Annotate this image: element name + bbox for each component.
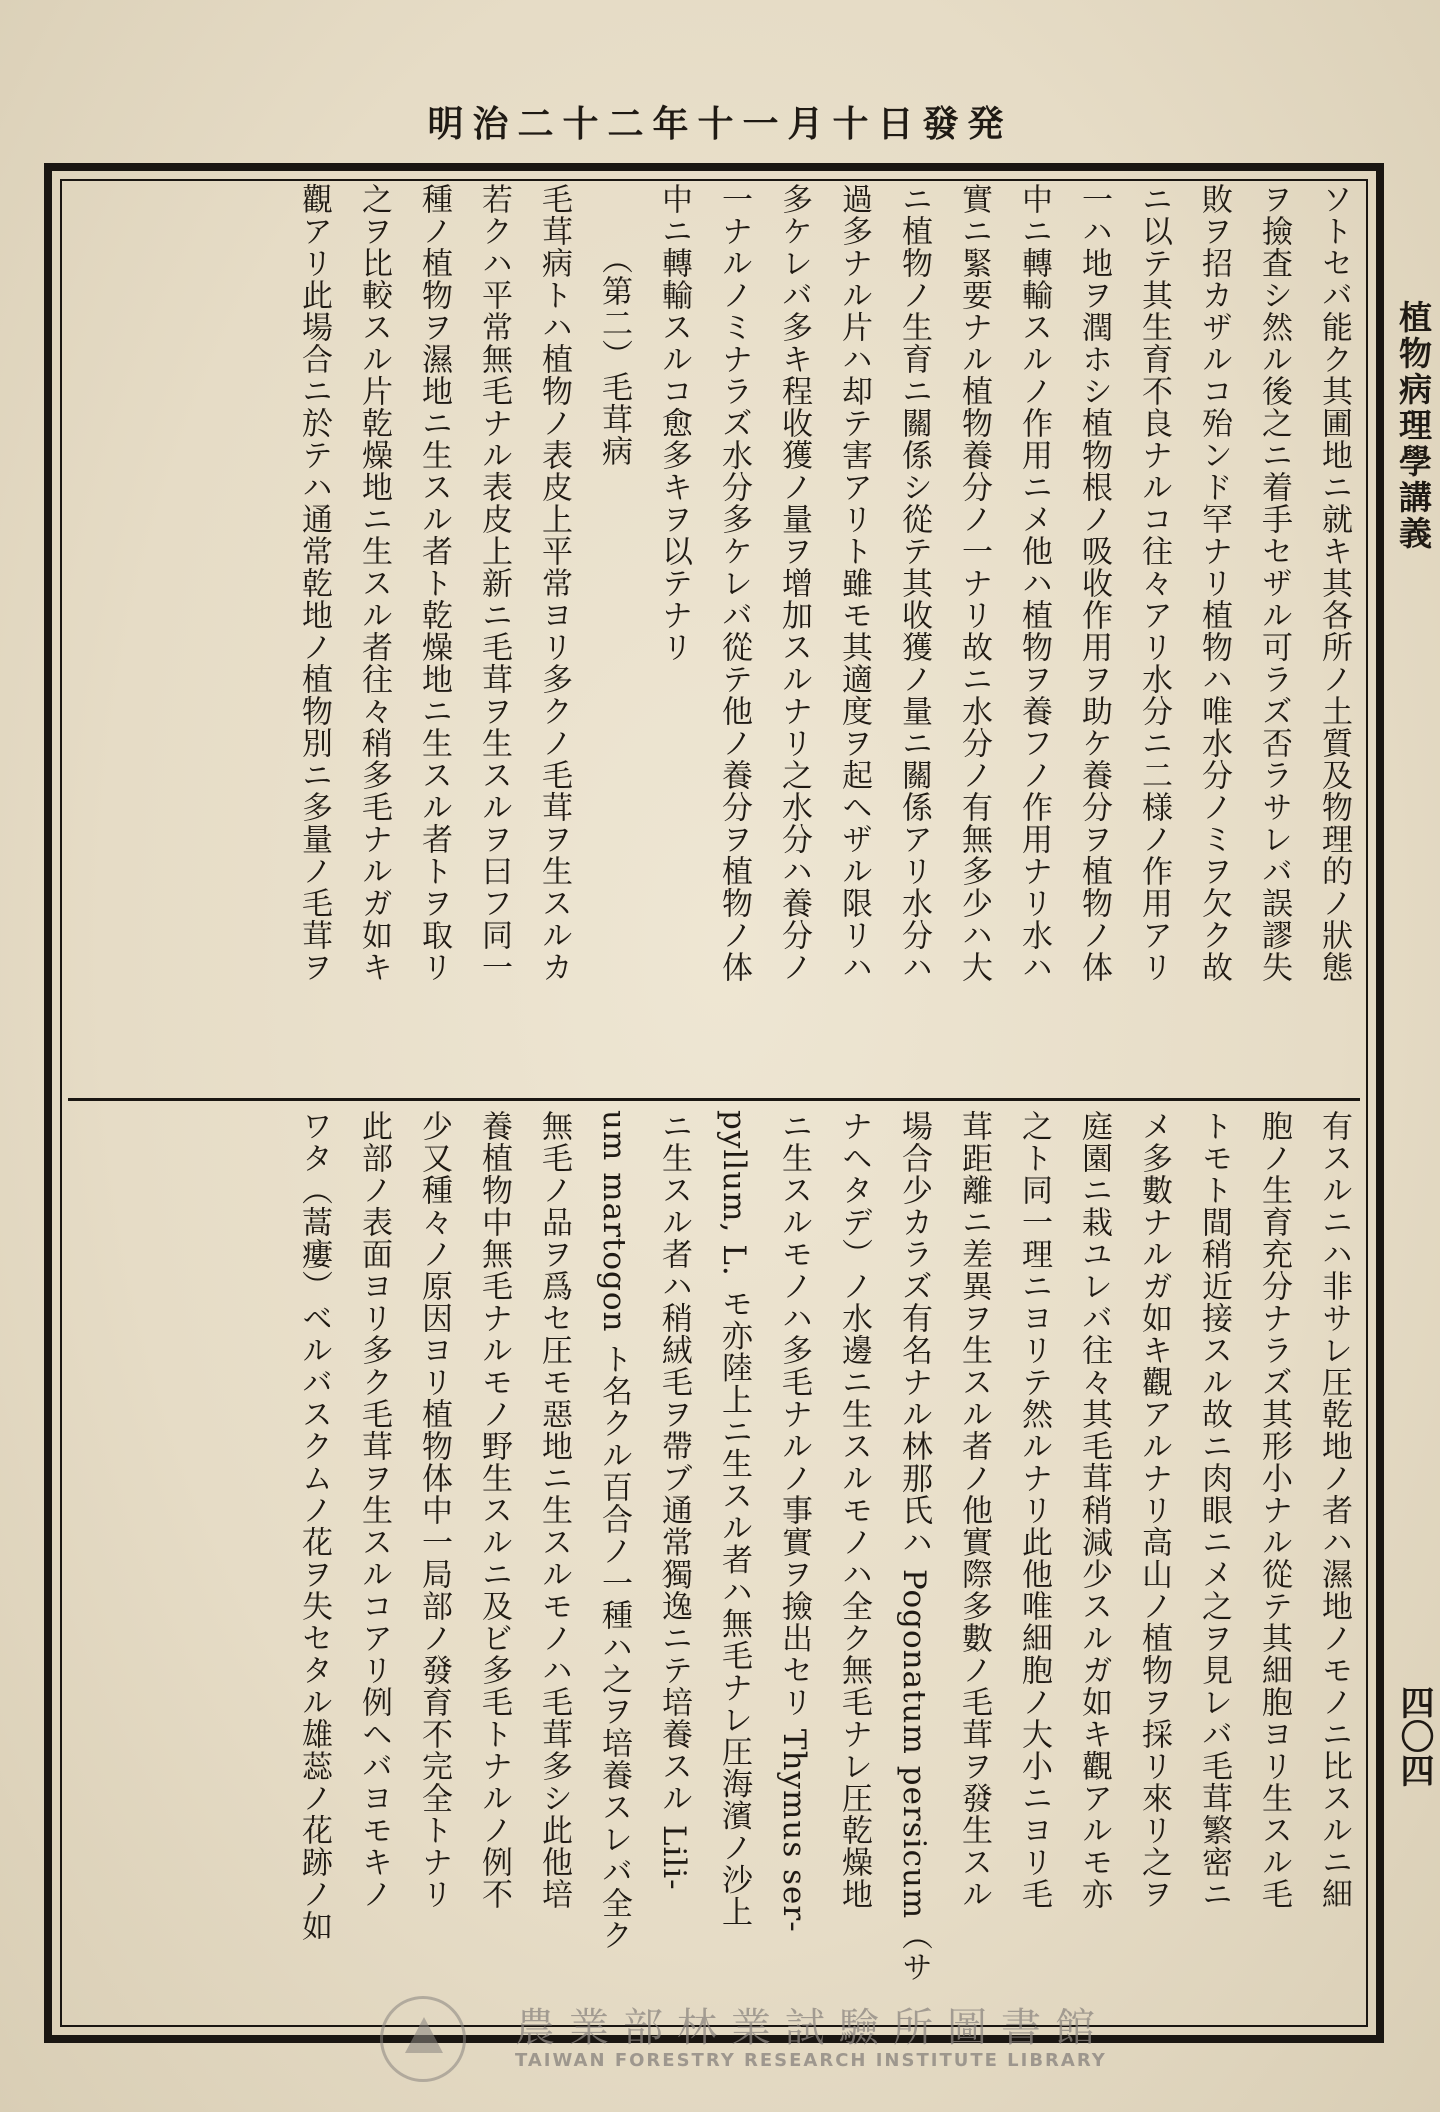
text-column: ワタ（蒿瘻）ベルバスクムノ花ヲ失セタル雄蕊ノ花跡ノ如	[296, 1110, 332, 1942]
text-column: 種ノ植物ヲ濕地ニ生スル者ト乾燥地ニ生スル者トヲ取リ	[416, 183, 452, 983]
library-seal-icon	[380, 1996, 466, 2082]
text-column: ニ植物ノ生育ニ關係シ從テ其收獲ノ量ニ關係アリ水分ハ	[896, 183, 932, 983]
text-column: ニ生スルモノハ多毛ナルノ事實ヲ撿出セリ Thymus ser-	[776, 1110, 812, 1933]
section-heading: （第二）毛茸病	[596, 243, 632, 467]
text-column: 一ナルノミナラズ水分多ケレバ從テ他ノ養分ヲ植物ノ体	[716, 183, 752, 983]
text-column: メ多數ナルガ如キ觀アルナリ高山ノ植物ヲ採リ來リ之ヲ	[1136, 1110, 1172, 1910]
text-column: 一ハ地ヲ潤ホシ植物根ノ吸收作用ヲ助ケ養分ヲ植物ノ体	[1076, 183, 1112, 983]
text-column: 少又種々ノ原因ヨリ植物体中一局部ノ發育不完全トナリ	[416, 1110, 452, 1910]
text-column: 有スルニハ非サレ圧乾地ノ者ハ濕地ノモノニ比スルニ細	[1316, 1110, 1352, 1910]
text-column: 觀アリ此場合ニ於テハ通常乾地ノ植物別ニ多量ノ毛茸ヲ	[296, 183, 332, 983]
text-column: um martogon ト名クル百合ノ一種ハ之ヲ培養スレバ全ク	[596, 1110, 632, 1952]
text-column: 之ヲ比較スル片乾燥地ニ生スル者往々稍多毛ナルガ如キ	[356, 183, 392, 983]
text-column: 庭園ニ栽ユレバ往々其毛茸稍減少スルガ如キ觀アルモ亦	[1076, 1110, 1112, 1910]
text-column: 中ニ轉輸スルコ愈多キヲ以テナリ	[656, 183, 692, 663]
text-column: 場合少カラズ有名ナル林那氏ハ Pogonatum persicum（サ	[896, 1110, 932, 1984]
library-watermark	[380, 1996, 1109, 2086]
text-column: 多ケレバ多キ程收獲ノ量ヲ增加スルナリ之水分ハ養分ノ	[776, 183, 812, 983]
text-column: 毛茸病トハ植物ノ表皮上平常ヨリ多クノ毛茸ヲ生スルカ	[536, 183, 572, 983]
library-name-english: TAIWAN FORESTRY RESEARCH INSTITUTE LIBRARY	[515, 2050, 1107, 2071]
text-column: 胞ノ生育充分ナラズ其形小ナル從テ其細胞ヨリ生スル毛	[1256, 1110, 1292, 1910]
text-column: ソトセバ能ク其圃地ニ就キ其各所ノ土質及物理的ノ狀態	[1316, 183, 1352, 983]
page-header-date: 明治二十二年十一月十日發発	[427, 103, 1013, 145]
text-column: ナヘタデ）ノ水邊ニ生スルモノハ全ク無毛ナレ圧乾燥地	[836, 1110, 872, 1910]
text-column: 中ニ轉輸スルノ作用ニメ他ハ植物ヲ養フノ作用ナリ水ハ	[1016, 183, 1052, 983]
text-column: ヲ撿査シ然ル後之ニ着手セザル可ラズ否ラサレバ誤謬失	[1256, 183, 1292, 983]
page-number: 四〇四	[1394, 1685, 1434, 1787]
upper-text-block	[80, 183, 1364, 1088]
text-column: 之ト同一理ニヨリテ然ルナリ此他唯細胞ノ大小ニヨリ毛	[1016, 1110, 1052, 1910]
section-divider	[68, 1098, 1360, 1101]
lower-text-block	[80, 1110, 1364, 2020]
text-column: ニ生スル者ハ稍絨毛ヲ帶ブ通常獨逸ニテ培養スル Lili-	[656, 1110, 692, 1891]
text-column: 實ニ緊要ナル植物養分ノ一ナリ故ニ水分ノ有無多少ハ大	[956, 183, 992, 983]
text-column: 無毛ノ品ヲ爲セ圧モ惡地ニ生スルモノハ毛茸多シ此他培	[536, 1110, 572, 1910]
running-title: 植物病理學講義	[1394, 300, 1433, 552]
text-column: 若クハ平常無毛ナル表皮上新ニ毛茸ヲ生スルヲ曰フ同一	[476, 183, 512, 983]
text-column: トモト間稍近接スル故ニ肉眼ニメ之ヲ見レバ毛茸繁密ニ	[1196, 1110, 1232, 1910]
text-column: pyllum, L. モ亦陸上ニ生スル者ハ無毛ナレ圧海濱ノ沙上	[716, 1110, 752, 1928]
text-column: 此部ノ表面ヨリ多ク毛茸ヲ生スルコアリ例ヘバヨモキノ	[356, 1110, 392, 1910]
text-column: 茸距離ニ差異ヲ生スル者ノ他實際多數ノ毛茸ヲ發生スル	[956, 1110, 992, 1910]
text-column: 過多ナル片ハ却テ害アリト雖モ其適度ヲ起ヘザル限リハ	[836, 183, 872, 983]
text-column: ニ以テ其生育不良ナルコ往々アリ水分ニ二様ノ作用アリ	[1136, 183, 1172, 983]
text-column: 敗ヲ招カザルコ殆ンド罕ナリ植物ハ唯水分ノミヲ欠ク故	[1196, 183, 1232, 983]
library-name-chinese: 農業部林業試驗所圖書館	[515, 2005, 1109, 2051]
text-column: 養植物中無毛ナルモノ野生スルニ及ビ多毛トナルノ例不	[476, 1110, 512, 1910]
